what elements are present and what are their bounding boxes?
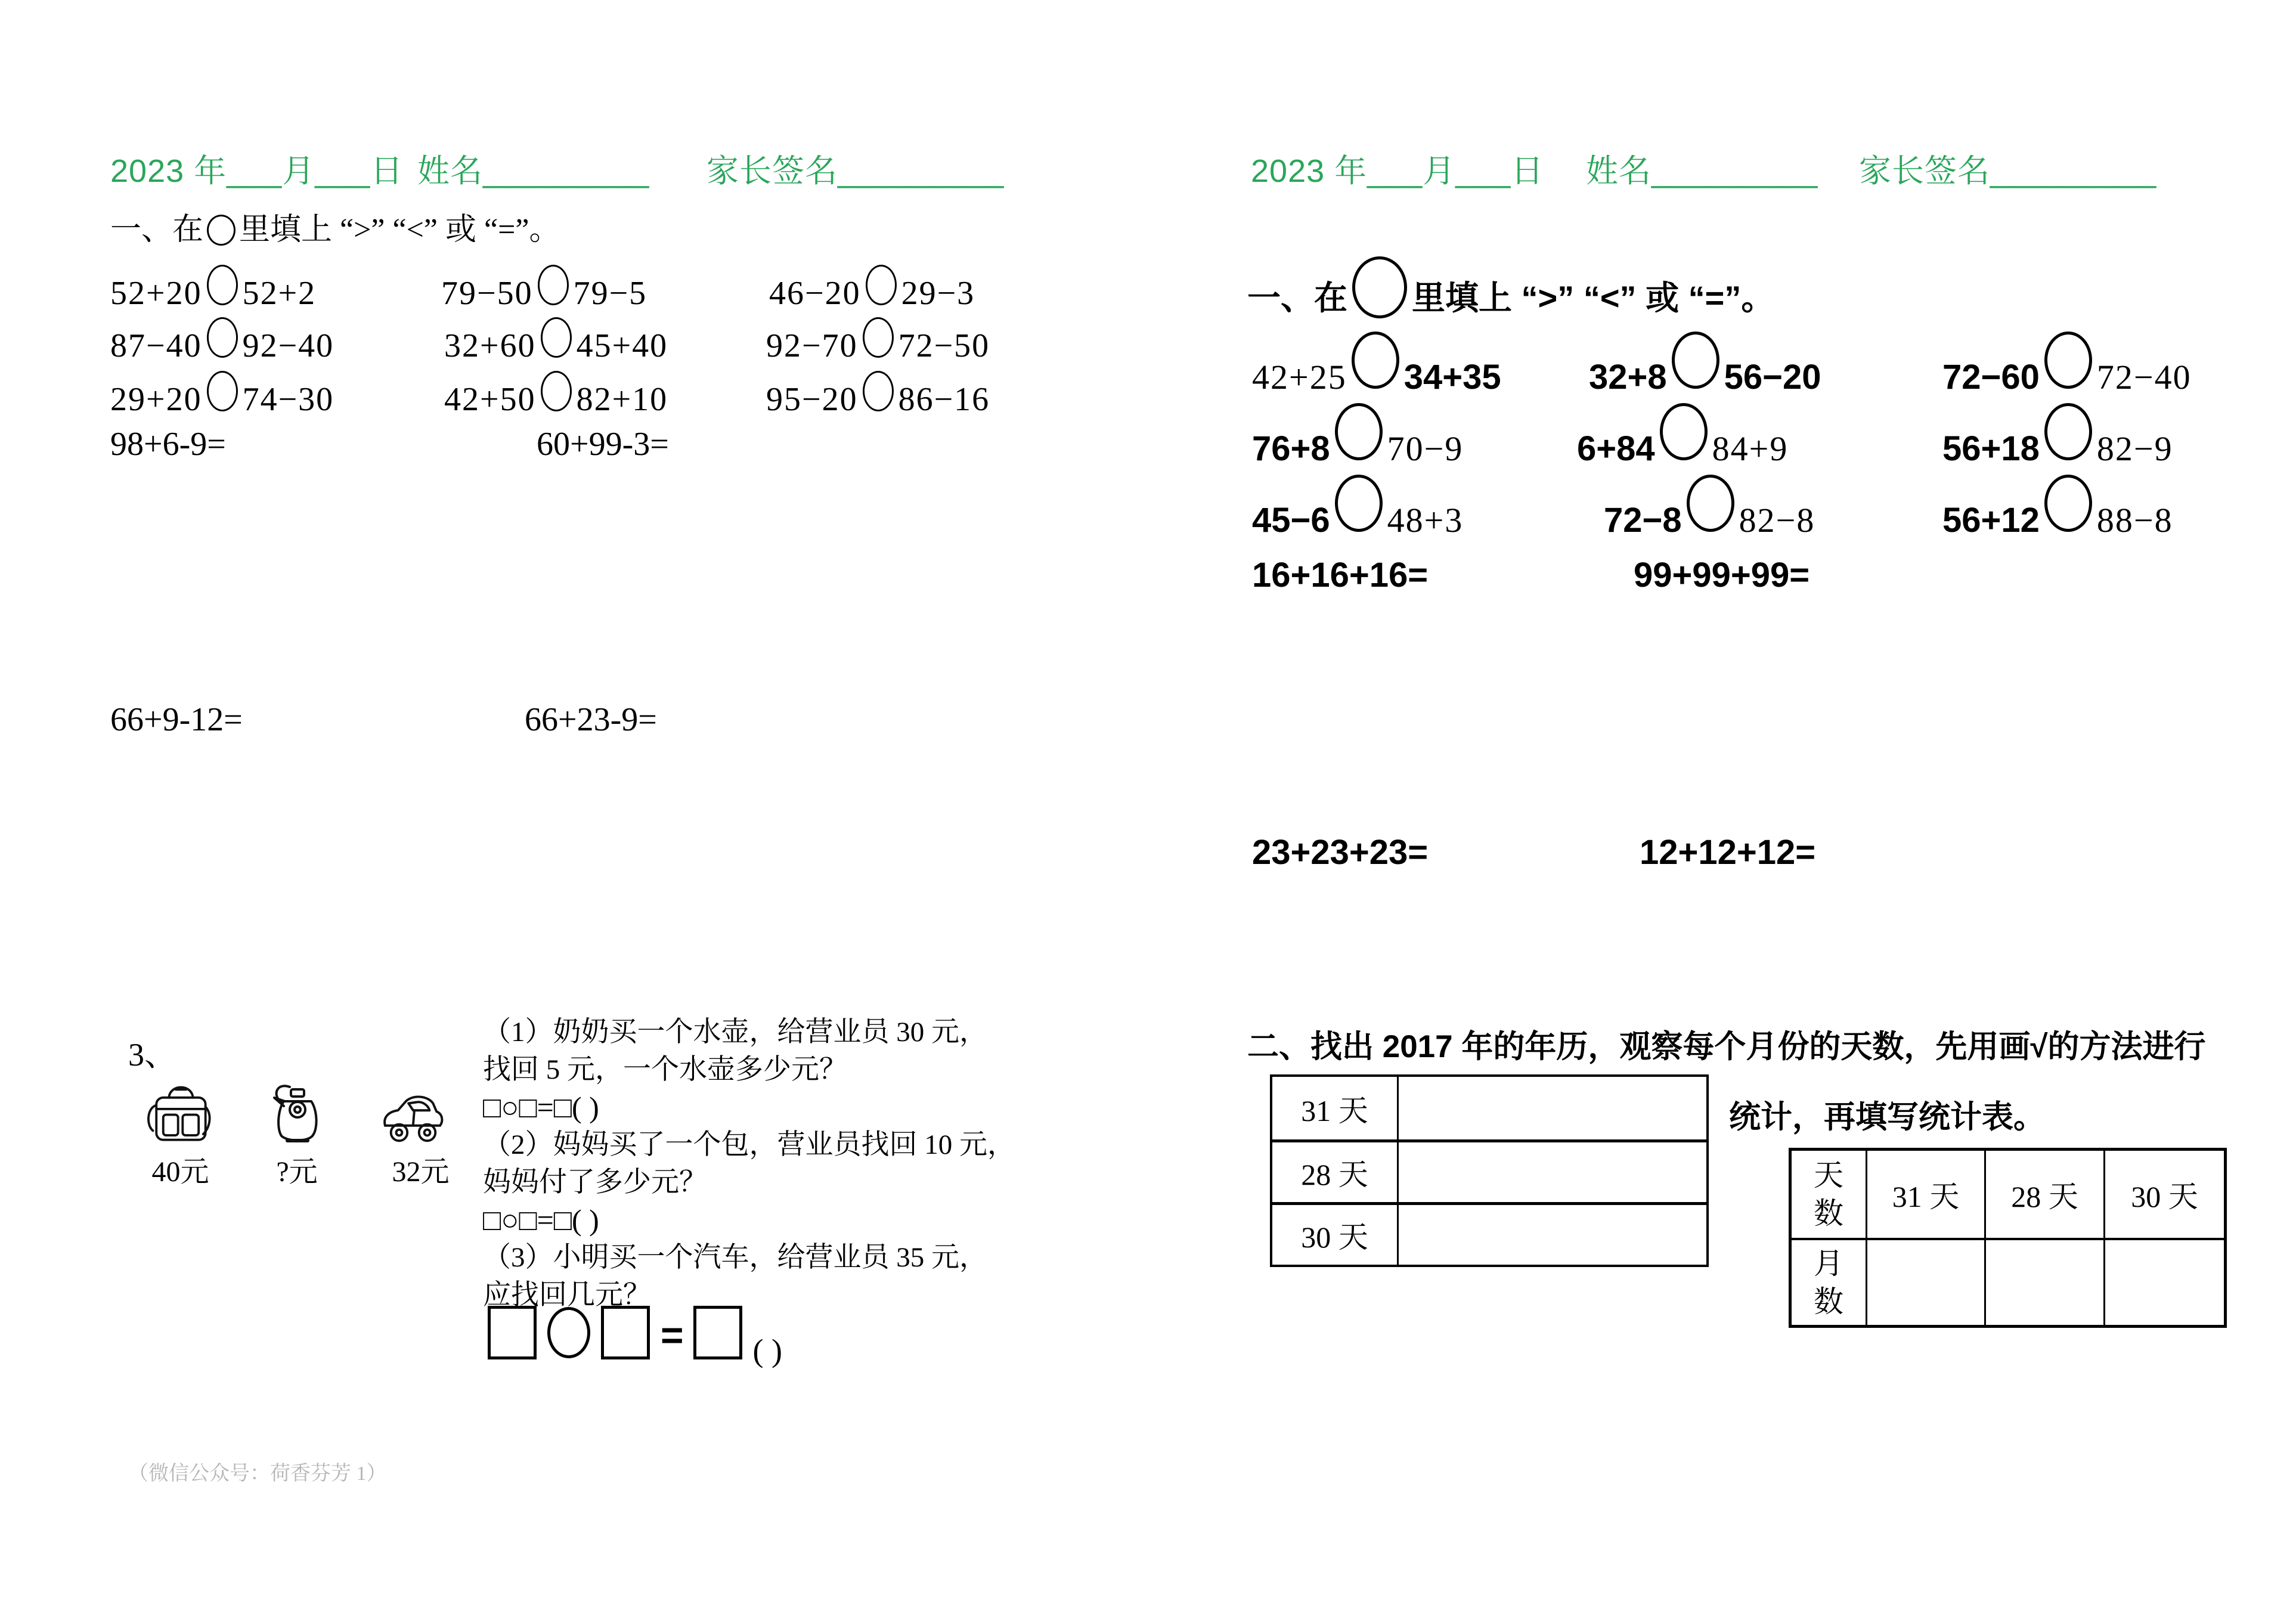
expression-right: 84+9 <box>1712 429 1789 468</box>
comparison-problem <box>444 317 668 363</box>
tally-row-label: 30 天 <box>1272 1202 1399 1265</box>
word-problems-block <box>483 1014 1015 1314</box>
comparison-problem <box>1252 403 1463 466</box>
expression-right: 52+2 <box>242 275 317 312</box>
section2-title-line2: 统计，再填写统计表。 <box>1729 1099 2045 1135</box>
section2-title-line1: 二、找出 2017 年的年历，观察每个月份的天数，先用画√的方法进行 <box>1247 1029 2206 1064</box>
comparison-problem <box>766 317 990 363</box>
section1-title <box>1247 256 1774 316</box>
expression-left: 29+20 <box>110 381 202 418</box>
sum-problem: 99+99+99= <box>1634 556 1810 594</box>
problem-line: （3）小明买一个汽车，给营业员 35 元， <box>483 1242 987 1273</box>
answer-box[interactable] <box>693 1306 742 1359</box>
tally-table <box>1270 1074 1709 1267</box>
circle-placeholder-icon <box>207 215 236 246</box>
sum-problem: 98+6-9= <box>110 426 226 463</box>
expression-left: 72−60 <box>1942 358 2040 397</box>
expression-left: 32+8 <box>1589 358 1667 397</box>
stats-rowhead-days <box>1792 1151 1866 1238</box>
expression-left: 87−40 <box>110 327 202 364</box>
stats-col-header: 30 天 <box>2103 1151 2224 1238</box>
problem-line: （1）奶奶买一个水壶，给营业员 30 元， <box>483 1017 987 1048</box>
tally-row-label: 31 天 <box>1272 1077 1399 1139</box>
expression-right: 82+10 <box>576 381 668 418</box>
comparison-circle[interactable] <box>1352 332 1399 389</box>
expression-right: 70−9 <box>1387 429 1464 468</box>
stats-col-header: 31 天 <box>1866 1151 1984 1238</box>
stats-col-header: 28 天 <box>1984 1151 2103 1238</box>
answer-equation-line[interactable]: □○□=□( ) <box>483 1203 599 1237</box>
stats-cell[interactable] <box>2103 1238 2224 1325</box>
comparison-circle[interactable] <box>1687 475 1734 532</box>
expression-right: 72−50 <box>898 327 990 364</box>
tally-cell[interactable] <box>1399 1077 1706 1139</box>
footer-watermark: （微信公众号：荷香芬芳 1） <box>128 1463 387 1485</box>
header-name-blank: 姓名_________ <box>1586 153 1818 189</box>
expression-left: 32+60 <box>444 327 536 364</box>
header-parent-sign: 家长签名_________ <box>707 153 1005 189</box>
stats-table <box>1789 1148 2227 1328</box>
expression-right: 92−40 <box>242 327 334 364</box>
expression-left: 45−6 <box>1252 501 1330 540</box>
kettle-icon <box>269 1075 324 1144</box>
expression-left: 52+20 <box>110 275 202 312</box>
expression-right: 72−40 <box>2096 358 2192 397</box>
comparison-circle[interactable] <box>866 265 897 305</box>
expression-right: 45+40 <box>576 327 668 364</box>
expression-left: 46−20 <box>769 275 861 312</box>
expression-left: 56+12 <box>1942 501 2040 540</box>
price-label: 32元 <box>392 1156 450 1188</box>
comparison-circle[interactable] <box>1660 403 1708 460</box>
answer-box[interactable] <box>601 1306 650 1359</box>
comparison-circle[interactable] <box>2044 475 2092 532</box>
problem-line: 找回 5 元，一个水壶多少元？ <box>483 1054 847 1085</box>
comparison-problem <box>444 371 668 416</box>
section1-title-prefix: 一、在 <box>110 213 204 247</box>
comparison-problem <box>441 265 647 310</box>
tally-row-label: 28 天 <box>1272 1139 1399 1202</box>
section1-title-prefix: 一、在 <box>1247 279 1347 317</box>
equals-sign: = <box>661 1313 684 1357</box>
comparison-circle[interactable] <box>1335 475 1383 532</box>
comparison-circle[interactable] <box>1672 332 1719 389</box>
expression-right: 29−3 <box>901 275 975 312</box>
circle-placeholder-icon <box>1352 256 1407 318</box>
comparison-problem <box>766 371 990 416</box>
price-label: ?元 <box>276 1156 318 1188</box>
comparison-problem <box>1577 403 1788 466</box>
tally-cell[interactable] <box>1399 1202 1706 1265</box>
stats-cell[interactable] <box>1866 1238 1984 1325</box>
comparison-problem <box>110 265 316 310</box>
unit-paren[interactable]: ( ) <box>752 1333 783 1368</box>
header-parent-sign: 家长签名_________ <box>1859 153 2157 189</box>
comparison-problem <box>1589 332 1821 395</box>
comparison-circle[interactable] <box>207 371 238 411</box>
comparison-problem <box>1252 332 1501 395</box>
answer-equation-line[interactable]: □○□=□( ) <box>483 1091 599 1124</box>
sum-problem: 60+99-3= <box>537 426 669 463</box>
comparison-circle[interactable] <box>2044 332 2092 389</box>
header-name-blank: 姓名_________ <box>417 153 650 189</box>
stats-rowhead-label: 天数 <box>1814 1159 1843 1230</box>
comparison-circle[interactable] <box>541 371 572 411</box>
expression-left: 76+8 <box>1252 429 1330 468</box>
header-date: 2023 年___月___日 <box>110 153 404 189</box>
sum-problem: 66+23-9= <box>525 701 657 738</box>
comparison-problem <box>1252 475 1463 538</box>
expression-right: 74−30 <box>242 381 334 418</box>
sum-problem: 16+16+16= <box>1252 556 1429 594</box>
comparison-circle[interactable] <box>1335 403 1383 460</box>
sum-problem: 66+9-12= <box>110 701 243 738</box>
comparison-circle[interactable] <box>863 317 894 358</box>
comparison-problem <box>1942 332 2192 395</box>
expression-right: 88−8 <box>2096 501 2173 540</box>
section1-title-rest: 里填上 “>” “<” 或 “=”。 <box>1412 279 1775 317</box>
expression-right: 56−20 <box>1724 358 1821 397</box>
stats-cell[interactable] <box>1984 1238 2103 1325</box>
big-answer-equation <box>488 1306 783 1368</box>
comparison-problem <box>110 317 334 363</box>
expression-left: 92−70 <box>766 327 858 364</box>
tally-cell[interactable] <box>1399 1139 1706 1202</box>
expression-left: 56+18 <box>1942 429 2040 468</box>
comparison-problem <box>769 265 975 310</box>
expression-left: 42+50 <box>444 381 536 418</box>
schoolbag-icon <box>146 1072 215 1145</box>
comparison-problem <box>1942 403 2173 466</box>
problem-line: 应找回几元？ <box>483 1280 651 1311</box>
stats-rowhead-label: 月数 <box>1814 1247 1843 1318</box>
expression-left: 6+84 <box>1577 429 1655 468</box>
comparison-circle[interactable] <box>863 371 894 411</box>
section1-title-rest: 里填上 “>” “<” 或 “=”。 <box>239 213 560 247</box>
expression-left: 95−20 <box>766 381 858 418</box>
stats-rowhead-months <box>1792 1238 1866 1325</box>
expression-right: 82−9 <box>2096 429 2173 468</box>
section1-title <box>110 212 560 248</box>
problem-line: （2）妈妈买了一个包，营业员找回 10 元， <box>483 1129 1015 1160</box>
price-label: 40元 <box>151 1156 209 1188</box>
section3-label: 3、 <box>128 1037 176 1073</box>
expression-left: 42+25 <box>1252 358 1347 397</box>
sum-problem: 12+12+12= <box>1640 833 1816 872</box>
comparison-circle[interactable] <box>2044 403 2092 460</box>
comparison-circle[interactable] <box>207 265 238 305</box>
expression-right: 86−16 <box>898 381 990 418</box>
comparison-circle[interactable] <box>541 317 572 358</box>
toy-car-icon <box>380 1087 445 1148</box>
problem-line: 妈妈付了多少元？ <box>483 1167 707 1198</box>
comparison-problem <box>1942 475 2173 538</box>
comparison-problem <box>1604 475 1815 538</box>
expression-left: 79−50 <box>441 275 533 312</box>
expression-right: 79−5 <box>573 275 647 312</box>
expression-right: 82−8 <box>1739 501 1815 540</box>
header-date: 2023 年___月___日 <box>1251 153 1544 189</box>
operator-circle[interactable] <box>547 1307 590 1358</box>
expression-right: 34+35 <box>1403 358 1501 397</box>
comparison-circle[interactable] <box>207 317 238 358</box>
answer-box[interactable] <box>488 1306 537 1359</box>
comparison-problem <box>110 371 334 416</box>
expression-right: 48+3 <box>1387 501 1464 540</box>
sum-problem: 23+23+23= <box>1252 833 1429 872</box>
comparison-circle[interactable] <box>538 265 569 305</box>
expression-left: 72−8 <box>1604 501 1682 540</box>
